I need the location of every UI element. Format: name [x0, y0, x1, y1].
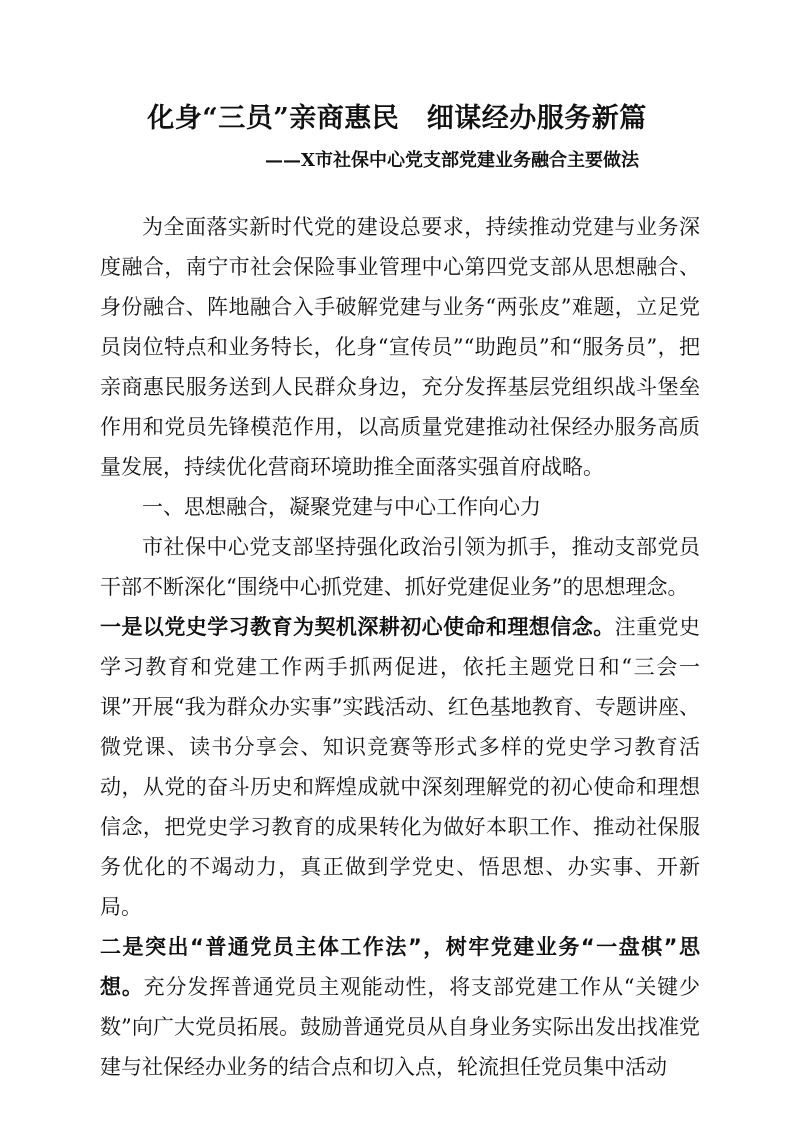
section-1-paragraph: 市社保中心党支部坚持强化政治引领为抓手，推动支部党员干部不断深化“围绕中心抓党建、抓好党建促业务”的思想理念。 [100, 535, 700, 599]
point-2-text: 充分发挥普通党员主观能动性，将支部党建工作从“关键少数”向广大党员拓展。鼓励普通党员从自身业务实际出发出找准党建与社保经办业务的结合点和切入点，轮流担任党员集中活动 [100, 975, 701, 1079]
point-2-paragraph [100, 927, 700, 1087]
document-body [100, 207, 700, 1087]
point-1-paragraph [100, 607, 700, 927]
point-1-text: 注重党史学习教育和党建工作两手抓两促进，依托主题党日和“三会一课”开展“我为群众办实事”实践活动、红色基地教育、专题讲座、微党课、读书分享会、知识竞赛等形式多样的党史学习教育活动，从党的奋斗历史和辉煌成就中深刻理解党的初心使命和理想信念，把党史学习教育的成果转化为做好本职工作、推动社保服务优化的不竭动力，真正做到学党史、悟思想、办实事、开新局。 [100, 615, 701, 919]
point-2-lead: 二是突出“普通党员主体工作法”，树牢党建业务“一盘棋”思想。 [100, 935, 700, 999]
document-subtitle: ——X市社保中心党支部党建业务融合主要做法 [265, 150, 639, 171]
intro-paragraph: 为全面落实新时代党的建设总要求，持续推动党建与业务深度融合，南宁市社会保险事业管理中心第四党支部从思想融合、身份融合、阵地融合入手破解党建与业务“两张皮”难题，立足党员岗位特点和业务特长，化身“宣传员”“助跑员”和“服务员”，把亲商惠民服务送到人民群众身边，充分发挥基层党组织战斗堡垒作用和党员先锋模范作用，以高质量党建推动社保经办服务高质量发展，持续优化营商环境助推全面落实强首府战略。 [100, 215, 700, 479]
section-1-heading: 一、思想融合，凝聚党建与中心工作向心力 [142, 495, 541, 519]
document-title: 化身“三员”亲商惠民 细谋经办服务新篇 [147, 103, 647, 134]
point-1-lead: 一是以党史学习教育为契机深耕初心使命和理想信念。 [100, 615, 615, 639]
